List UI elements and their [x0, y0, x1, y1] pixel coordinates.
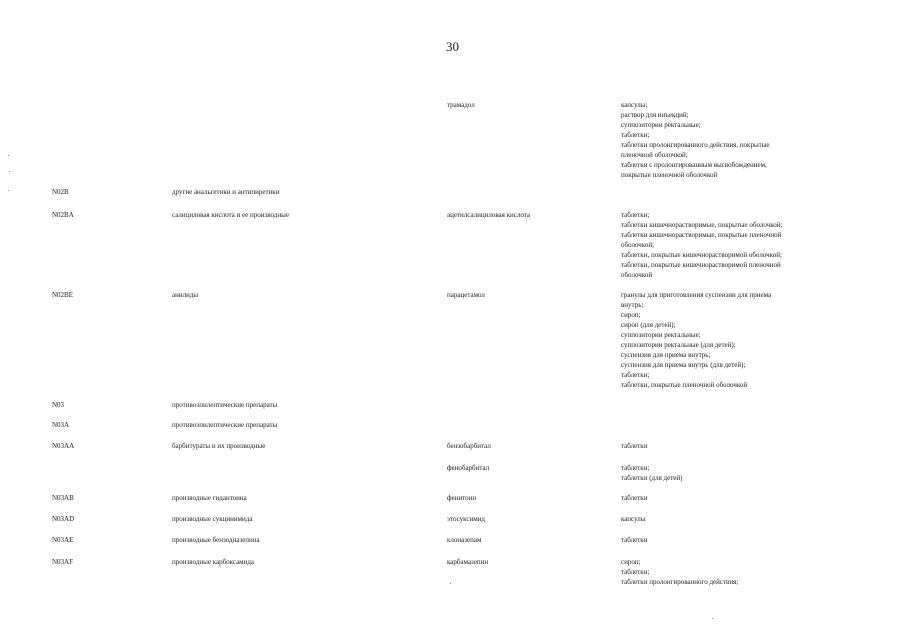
drug-name: ацетилсалициловая кислота: [447, 211, 531, 219]
dosage-form-line: оболочкой;: [621, 241, 655, 249]
dosage-form-line: покрытые пленочной оболочкой: [621, 171, 718, 179]
dosage-form-line: таблетки: [621, 536, 648, 544]
dosage-form-line: таблетки (для детей): [621, 474, 683, 482]
dosage-form-line: таблетки, покрытые кишечнорастворимой пленочной: [621, 261, 781, 269]
drug-name: клоназепам: [447, 536, 482, 544]
dosage-form-line: таблетки;: [621, 568, 650, 576]
dosage-forms: [621, 535, 827, 545]
scan-speck: [450, 583, 451, 584]
pharmacological-group: барбитураты и их производные: [172, 442, 266, 450]
scan-speck: [712, 618, 713, 619]
atc-code: N03AD: [52, 515, 75, 523]
dosage-form-line: сироп;: [621, 558, 641, 566]
scan-speck: [9, 171, 10, 172]
dosage-form-line: таблетки кишечнорастворимые, покрытые оболочкой;: [621, 221, 783, 229]
dosage-forms: [621, 514, 827, 524]
drug-name: карбамазепин: [447, 558, 489, 566]
atc-code: N02BE: [52, 291, 73, 299]
pharmacological-group: производные бензодиазепина: [172, 536, 260, 544]
dosage-form-line: таблетки;: [621, 131, 650, 139]
dosage-forms: [621, 210, 827, 280]
dosage-form-line: капсулы;: [621, 101, 648, 109]
dosage-form-line: таблетки;: [621, 464, 650, 472]
atc-code: N03A: [52, 421, 70, 429]
pharmacological-group: противоэпилептические препараты: [172, 401, 278, 409]
dosage-forms: [621, 493, 827, 503]
dosage-form-line: суппозитории ректальные (для детей);: [621, 341, 736, 349]
dosage-form-line: таблетки, покрытые кишечнорастворимой оболочкой;: [621, 251, 782, 259]
pharmacological-group: анилиды: [172, 291, 199, 299]
dosage-forms: [621, 557, 827, 587]
pharmacological-group: противоэпилептические препараты: [172, 421, 278, 429]
dosage-form-line: суппозитории ректальные;: [621, 121, 701, 129]
pharmacological-group: салициловая кислота и ее производные: [172, 211, 289, 219]
drug-name: бензобарбитал: [447, 442, 491, 450]
atc-code: N03AB: [52, 494, 74, 502]
dosage-form-line: таблетки с пролонгированным высвобождением,: [621, 161, 767, 169]
atc-code: N03AE: [52, 536, 74, 544]
drug-name: этосуксимид: [447, 515, 485, 523]
atc-code: N03: [52, 401, 65, 409]
dosage-form-line: сироп;: [621, 311, 641, 319]
scan-speck: [8, 155, 9, 156]
dosage-form-line: таблетки;: [621, 371, 650, 379]
page-number: 30: [446, 39, 459, 54]
dosage-form-line: таблетки;: [621, 211, 650, 219]
dosage-form-line: внутрь;: [621, 301, 644, 309]
dosage-form-line: суппозитории ректальные;: [621, 331, 701, 339]
dosage-form-line: таблетки, покрытые пленочной оболочкой: [621, 381, 748, 389]
drug-name: фенобарбитал: [447, 464, 490, 472]
pharmacological-group: другие анальгетики и антипиретики: [172, 188, 280, 196]
dosage-form-line: суспензия для приема внутрь;: [621, 351, 711, 359]
dosage-form-line: суспензия для приема внутрь (для детей);: [621, 361, 746, 369]
dosage-form-line: таблетки пролонгированного действия, покрытые: [621, 141, 770, 149]
drug-name: парацетамол: [447, 291, 485, 299]
dosage-form-line: таблетки: [621, 494, 648, 502]
dosage-form-line: пленочной оболочкой;: [621, 151, 688, 159]
dosage-form-line: таблетки кишечнорастворимые, покрытые пленочной: [621, 231, 782, 239]
atc-code: N02B: [52, 188, 69, 196]
atc-code: N02BA: [52, 211, 74, 219]
pharmacological-group: производные гидантоина: [172, 494, 247, 502]
dosage-forms: [621, 463, 827, 483]
dosage-forms: [621, 100, 827, 180]
dosage-form-line: сироп (для детей);: [621, 321, 676, 329]
dosage-form-line: таблетки пролонгированного действия;: [621, 578, 739, 586]
dosage-form-line: оболочкой: [621, 271, 653, 279]
dosage-form-line: таблетки: [621, 442, 648, 450]
dosage-forms: [621, 290, 827, 390]
dosage-form-line: раствор для инъекций;: [621, 111, 689, 119]
drug-name: трамадол: [447, 101, 475, 109]
pharmacological-group: производные карбоксамида: [172, 558, 255, 566]
dosage-form-line: капсулы: [621, 515, 646, 523]
dosage-form-line: гранулы для приготовления суспензии для приема: [621, 291, 772, 299]
scan-speck: [8, 190, 9, 191]
pharmacological-group: производные сукцинимида: [172, 515, 253, 523]
dosage-forms: [621, 441, 827, 451]
atc-code: N03AF: [52, 558, 74, 566]
drug-name: фенитоин: [447, 494, 477, 502]
atc-code: N03AA: [52, 442, 75, 450]
